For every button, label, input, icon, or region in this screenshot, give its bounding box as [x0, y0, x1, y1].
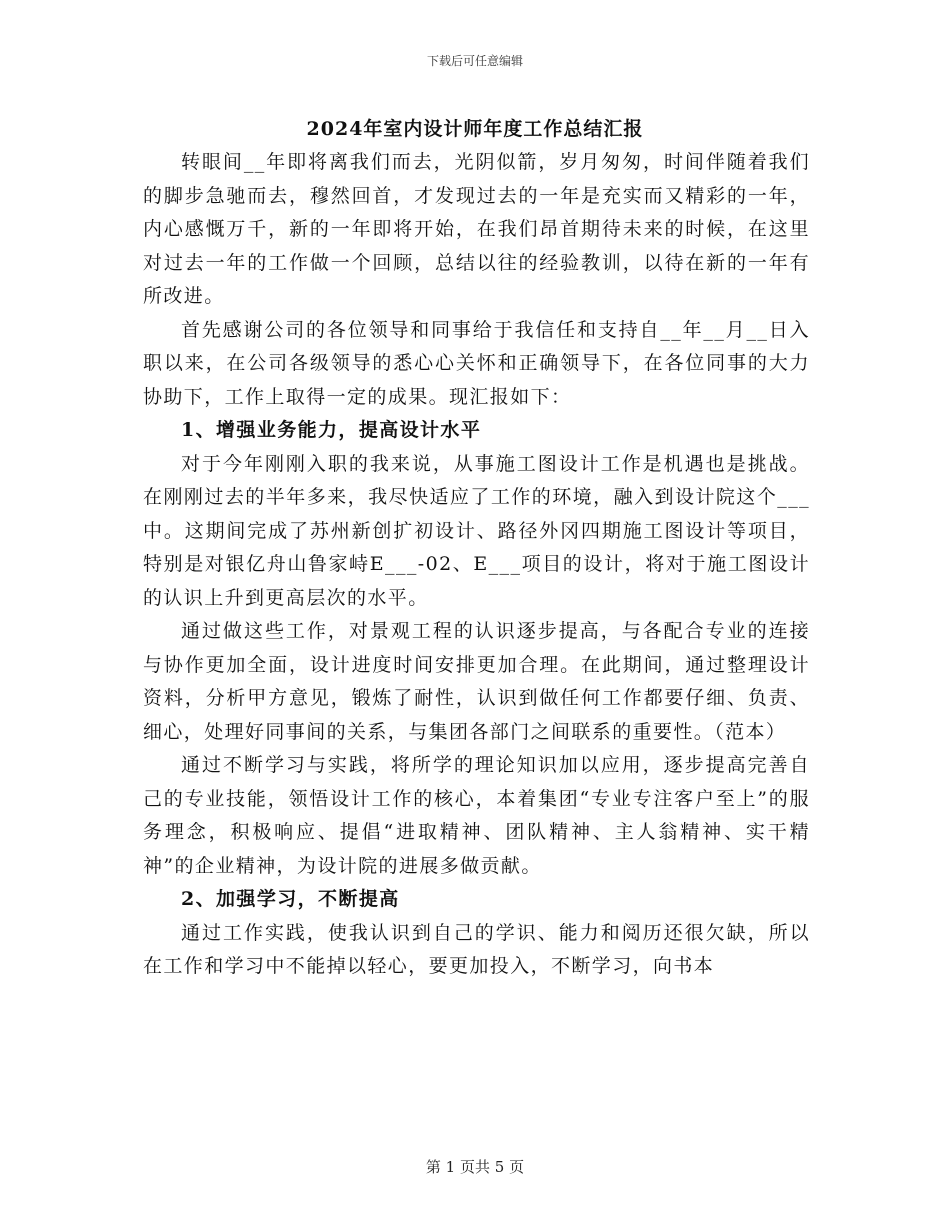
page-number-footer: 第 1 页共 5 页 — [425, 1158, 525, 1176]
header-note: 下载后可任意编辑 — [426, 54, 523, 68]
paragraph-section1-b: 通过做这些工作，对景观工程的认识逐步提高，与各配合专业的连接与协作更加全面，设计进度时间安排更加合理。在此期间，通过整理设计资料，分析甲方意见，锻炼了耐性，认识到做任何工作都要仔细、负责、细心，处理好同事间的关系，与集团各部门之间联系的重要性。（范本） — [143, 620, 810, 743]
section-heading-1: 1、增强业务能力，提高设计水平 — [181, 419, 482, 441]
document-title: 2024年室内设计师年度工作总结汇报 — [306, 118, 644, 140]
paragraph-thanks: 首先感谢公司的各位领导和同事给于我信任和支持自__年__月__日入职以来，在公司各级领导的悉心心关怀和正确领导下，在各位同事的大力协助下，工作上取得一定的成果。现汇报如下： — [143, 318, 810, 408]
paragraph-section2-a: 通过工作实践，使我认识到自己的学识、能力和阅历还很欠缺，所以在工作和学习中不能掉以轻心，要更加投入，不断学习，向书本 — [143, 921, 810, 977]
paragraph-section1-c: 通过不断学习与实践，将所学的理论知识加以应用，逐步提高完善自己的专业技能，领悟设计工作的核心，本着集团“专业专注客户至上”的服务理念，积极响应、提倡“进取精神、团队精神、主人翁精神、实干精神”的企业精神，为设计院的进展多做贡献。 — [143, 754, 810, 877]
document-body — [143, 146, 810, 984]
section-heading-2: 2、加强学习，不断提高 — [181, 888, 400, 910]
paragraph-intro: 转眼间__年即将离我们而去，光阴似箭，岁月匆匆，时间伴随着我们的脚步急驰而去，穆然回首，才发现过去的一年是充实而又精彩的一年，内心感慨万千，新的一年即将开始，在我们昂首期待未来的时候，在这里对过去一年的工作做一个回顾，总结以往的经验教训，以待在新的一年有所改进。 — [143, 151, 810, 307]
paragraph-section1-a: 对于今年刚刚入职的我来说，从事施工图设计工作是机遇也是挑战。在刚刚过去的半年多来，我尽快适应了工作的环境，融入到设计院这个___中。这期间完成了苏州新创扩初设计、路径外冈四期施工图设计等项目，特别是对银亿舟山鲁家峙E___-02、E___项目的设计，将对于施工图设计的认识上升到更高层次的水平。 — [143, 452, 810, 609]
